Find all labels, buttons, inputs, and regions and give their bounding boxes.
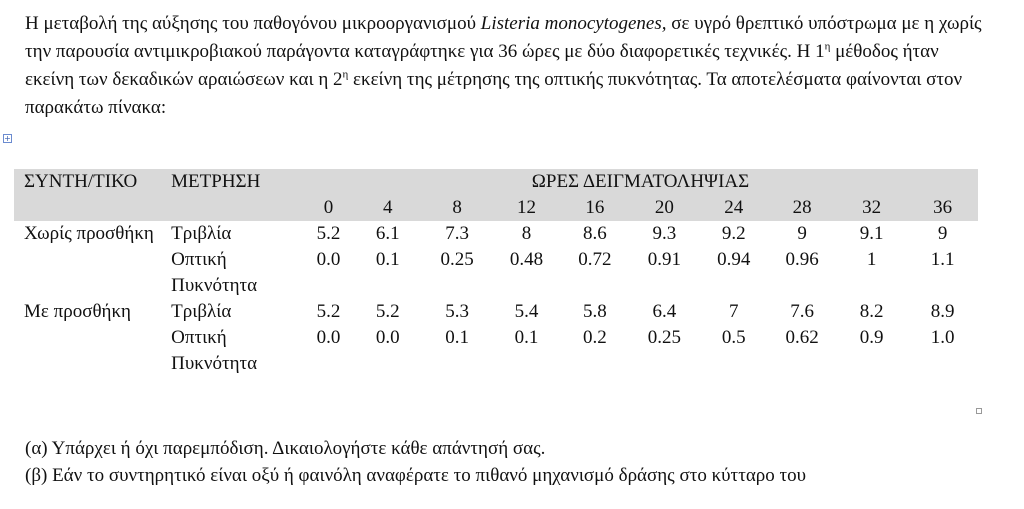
value-cell: 0.9 xyxy=(859,327,884,348)
intro-text-4: εκείνη της μέτρησης της οπτικής πυκνότητας. Τα αποτελέσματα φαίνονται στον παρακάτω πίνακα: xyxy=(25,69,963,118)
value-cell: 7.3 xyxy=(445,223,469,244)
value-cell: 0.2 xyxy=(583,327,607,348)
value-cell: 1.1 xyxy=(930,249,955,270)
question-b: (β) Εάν το συντηρητικό είναι οξύ ή φαινόλη αναφέρατε το πιθανό μηχανισμό δράσης στο κύτταρο του xyxy=(25,465,807,486)
superscript-1: η xyxy=(824,40,831,53)
table-header-row-1 xyxy=(14,169,978,195)
value-cell: 9 xyxy=(937,223,948,244)
value-cell: 0.1 xyxy=(375,249,400,270)
value-cell: 1.0 xyxy=(930,327,955,348)
value-cell: 8.9 xyxy=(930,301,955,322)
hour-header-cell: 4 xyxy=(354,195,421,221)
question-a: (α) Υπάρχει ή όχι παρεμπόδιση. Δικαιολογήστε κάθε απάντησή σας. xyxy=(25,438,546,459)
value-cell: 0.0 xyxy=(375,327,400,348)
value-cell: 7 xyxy=(729,301,739,322)
value-cell: 5.2 xyxy=(316,223,341,244)
value-cell: 0.91 xyxy=(647,249,681,270)
value-cell: 9.2 xyxy=(721,223,746,244)
hour-header-cell: 28 xyxy=(768,195,835,221)
value-cell: 9.3 xyxy=(652,223,677,244)
value-cell: 0.1 xyxy=(445,327,469,348)
intro-text-2: σε υγρό θρεπτικό υπόστρωμα με η χωρίς την παρουσία αντιμικροβιακού παράγοντα καταγράφτηκε για 36 ώρες με δύο διαφορετικές τεχνικές. Η 1 xyxy=(25,13,982,62)
results-table xyxy=(14,169,978,377)
table-row xyxy=(14,247,978,299)
value-cell: 0.25 xyxy=(647,327,681,348)
value-cell: 9.1 xyxy=(859,223,884,244)
value-cell: 0.94 xyxy=(717,249,751,270)
table-row xyxy=(14,299,978,325)
group-label xyxy=(14,247,167,299)
header-measurement: ΜΕΤΡΗΣΗ xyxy=(167,169,303,195)
value-cell: 0.1 xyxy=(514,327,539,348)
table-row xyxy=(14,221,978,247)
table-anchor-icon[interactable]: + xyxy=(4,134,11,143)
hour-header-cell: 0 xyxy=(303,195,354,221)
method-label: Τριβλία xyxy=(171,301,232,322)
method-label: Οπτική Πυκνότητα xyxy=(171,249,258,296)
intro-paragraph xyxy=(25,10,985,122)
value-cell: 0.25 xyxy=(440,249,474,270)
value-cell: 0.0 xyxy=(316,327,341,348)
header-preservative: ΣΥΝΤΗ/ΤΙΚΟ xyxy=(14,169,167,195)
value-cell: 8.2 xyxy=(859,301,884,322)
hour-header-cell: 12 xyxy=(493,195,560,221)
hour-header-cell: 16 xyxy=(560,195,629,221)
method-label: Τριβλία xyxy=(171,223,232,244)
value-cell: 7.6 xyxy=(790,301,815,322)
value-cell: 6.1 xyxy=(375,223,400,244)
value-cell: 5.8 xyxy=(583,301,607,322)
value-cell: 0.72 xyxy=(578,249,612,270)
value-cell: 5.2 xyxy=(375,301,400,322)
group-label: Χωρίς προσθήκη xyxy=(24,223,154,244)
value-cell: 8.6 xyxy=(583,223,607,244)
method-label: Οπτική Πυκνότητα xyxy=(171,327,258,374)
hour-header-cell: 8 xyxy=(421,195,492,221)
value-cell: 0.48 xyxy=(509,249,544,270)
value-cell: 5.2 xyxy=(316,301,341,322)
value-cell: 0.0 xyxy=(316,249,341,270)
value-cell: 8 xyxy=(521,223,532,244)
table-row xyxy=(14,325,978,377)
resize-handle-icon[interactable] xyxy=(976,408,982,414)
table-header-row-2 xyxy=(14,195,978,221)
hour-header-cell: 20 xyxy=(630,195,699,221)
hour-header-cell: 24 xyxy=(699,195,768,221)
value-cell: 0.62 xyxy=(785,327,819,348)
superscript-2: η xyxy=(342,68,349,81)
group-label: Με προσθήκη xyxy=(24,301,131,322)
intro-text-3: μέθοδος ήταν εκείνη των δεκαδικών αραιώσεων και η 2 xyxy=(25,41,939,90)
value-cell: 0.96 xyxy=(785,249,819,270)
value-cell: 9 xyxy=(797,223,807,244)
value-cell: 1 xyxy=(866,249,877,270)
hour-header-cell: 32 xyxy=(836,195,907,221)
organism-name: Listeria monocytogenes, xyxy=(480,13,667,34)
value-cell: 0.5 xyxy=(721,327,746,348)
group-label xyxy=(14,325,167,377)
value-cell: 6.4 xyxy=(652,301,677,322)
value-cell: 5.3 xyxy=(445,301,469,322)
intro-text-1: Η μεταβολή της αύξησης του παθογόνου μικροοργανισμού xyxy=(25,13,481,34)
value-cell: 5.4 xyxy=(514,301,539,322)
header-sampling-hours: ΩΡΕΣ ΔΕΙΓΜΑΤΟΛΗΨΙΑΣ xyxy=(303,169,978,195)
hour-header-cell: 36 xyxy=(907,195,978,221)
